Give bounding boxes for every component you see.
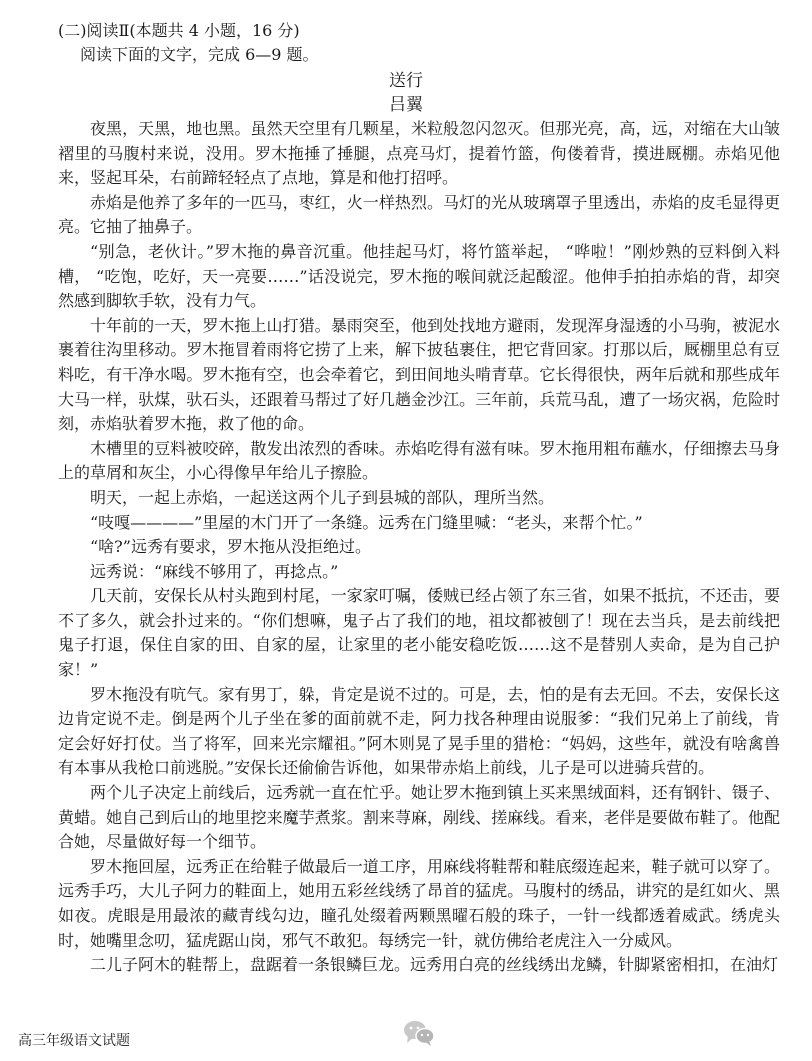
paragraph-8: “啥?”远秀有要求，罗木拖从没拒绝过。 — [90, 537, 371, 557]
article-body — [58, 117, 780, 978]
instruction-text: 阅读下面的文字，完成 6—9 题。 — [80, 45, 319, 64]
paragraph-1: 夜黑，天黑，地也黑。虽然天空里有几颗星，米粒般忽闪忽灭。但那光亮，高，远，对缩在大山皱褶里的马腹村来说，没用。罗木拖捶了捶腿，点亮马灯，提着竹篮，佝偻着背，摸进厩棚。赤焰见他来，竖起耳朵，右前蹄轻轻点了点地，算是和他打招呼。 — [58, 119, 780, 188]
paragraph-6: 明天，一起上赤焰，一起送这两个儿子到县城的部队，理所当然。 — [90, 487, 555, 507]
paragraph-14: 二儿子阿木的鞋帮上，盘踞着一条银鳞巨龙。远秀用白亮的丝线绣出龙鳞，针脚紧密相扣，在油灯 — [90, 955, 779, 975]
article-author: 吕翼 — [389, 95, 423, 115]
paragraph-10: 几天前，安保长从村头跑到村尾，一家家叮嘱，倭贼已经占领了东三省，如果不抵抗，不还击，要不了多久，就会扑过来的。“你们想嘛，鬼子占了我们的地，祖坟都被刨了！现在去当兵，是去前线把鬼子打退，保住自家的田、自家的屋，让家里的老小能安稳吃饭……这不是替别人卖命，是为自己护家！” — [58, 586, 780, 680]
paragraph-5: 木槽里的豆料被咬碎，散发出浓烈的香味。赤焰吃得有滋有味。罗木拖用粗布蘸水，仔细擦去马身上的草屑和灰尘，小心得像早年给儿子擦脸。 — [58, 438, 780, 483]
paragraph-2: 赤焰是他养了多年的一匹马，枣红，火一样热烈。马灯的光从玻璃罩子里透出，赤焰的皮毛显得更亮。它抽了抽鼻子。 — [58, 192, 780, 237]
paragraph-13: 罗木拖回屋，远秀正在给鞋子做最后一道工序，用麻线将鞋帮和鞋底缀连起来，鞋子就可以穿了。远秀手巧，大儿子阿力的鞋面上，她用五彩丝线绣了昂首的猛虎。马腹村的绣品，讲究的是红如火、黑如夜。虎眼是用最浓的藏青线勾边，瞳孔处缀着两颗黑曜石般的珠子，一针一线都透着威武。绣虎头时，她嘴里念叨，猛虎踞山岗，邪气不敢犯。每绣完一针，就仿佛给老虎注入一分威风。 — [58, 856, 780, 950]
paragraph-12: 两个儿子决定上前线后，远秀就一直在忙乎。她让罗木拖到镇上买来黑绒面料，还有钢针、镊子、黄蜡。她自己到后山的地里挖来魔芋煮浆。割来荨麻，剐线、搓麻线。看来，老伴是要做布鞋了。他配合她，尽量做好每一个细节。 — [58, 783, 780, 852]
section-heading: (二)阅读Ⅱ(本题共 4 小题，16 分) — [58, 21, 300, 40]
paragraph-7: “吱嘎————”里屋的木门开了一条缝。远秀在门缝里喊：“老头，来帮个忙。” — [90, 512, 643, 532]
footer-label: 高三年级语文试题 — [18, 1033, 130, 1049]
paragraph-9: 远秀说：“麻线不够用了，再捻点。” — [90, 561, 339, 581]
paragraph-3: “别急，老伙计。”罗木拖的鼻音沉重。他挂起马灯，将竹篮举起， “哗啦！”刚炒熟的豆料倒入料槽， “吃饱，吃好，天一亮要……”话没说完，罗木拖的喉间就泛起酸涩。他伸手拍拍赤焰的背，却突然感到脚软手软，没有力气。 — [58, 241, 780, 311]
paragraph-4: 十年前的一天，罗木拖上山打猎。暴雨突至，他到处找地方避雨，发现浑身湿透的小马驹，被泥水裹着往沟里移动。罗木拖冒着雨将它捞了上来，解下披毡裹住，把它背回家。打那以后，厩棚里总有豆料吃，有干净水喝。罗木拖有空，也会牵着它，到田间地头啃青草。它长得很快，两年后就和那些成年大马一样，驮煤，驮石头，还跟着马帮过了好几趟金沙江。三年前，兵荒马乱，遭了一场灾祸，危险时刻，赤焰驮着罗木拖，救了他的命。 — [58, 315, 780, 434]
article-title: 送行 — [389, 71, 423, 91]
paragraph-11: 罗木拖没有吭气。家有男丁，躲，肯定是说不过的。可是，去，怕的是有去无回。不去，安保长这边肯定说不走。倒是两个儿子坐在爹的面前就不走，阿力找各种理由说服爹：“我们兄弟上了前线，肯定会好好打仗。当了将军，回来光宗耀祖。”阿木则晃了晃手里的猎枪：“妈妈，这些年，就没有啥禽兽有本事从我枪口前逃脱。”安保长还偷偷告诉他，如果带赤焰上前线，儿子是可以进骑兵营的。 — [58, 684, 780, 778]
wechat-logo-icon — [402, 1018, 436, 1048]
